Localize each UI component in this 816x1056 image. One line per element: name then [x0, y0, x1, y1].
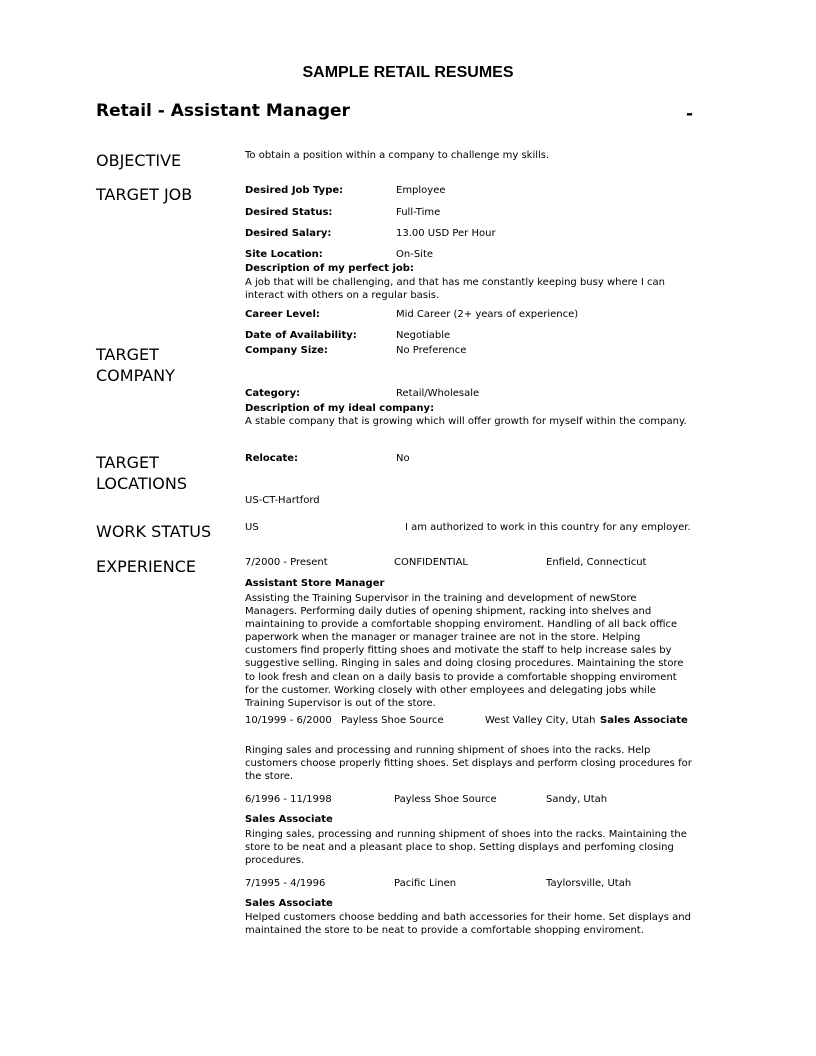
job-description: Helped customers choose bedding and bath accessories for their home. Set displays and maintained the store to be neat to provide a comfortable shopping enviroment.: [245, 912, 691, 937]
job-description: Assisting the Training Supervisor in the training and development of newStore Managers. Performing daily duties of opening shipment, racking into shelves and maintaining to provide a comfortable shopping enviroment. Handling of all back office paperwork when the manager or manager trainee are not in the store. Helping customers find properly fitting shoes and motivate the staff to help increase sales by suggestive selling. Ringing in sales and doing closing procedures. Maintaining the store to look fresh and clean on a daily basis to provide a comfortable shopping enviroment for the customer. Working closely with other employees and delegating jobs while Training Supervisor is out of the store.: [245, 593, 684, 709]
section-objective: OBJECTIVE: [96, 151, 182, 170]
location-value: US-CT-Hartford: [245, 495, 320, 506]
job-description: Ringing sales and processing and running shipment of shoes into the racks. Help customers choose properly fitting shoes. Set displays and perform closing procedures for the store.: [245, 745, 692, 783]
ideal-company-label: Description of my ideal company:: [245, 403, 435, 414]
job-company: Payless Shoe Source: [341, 715, 444, 726]
availability-label: Date of Availability:: [245, 330, 357, 341]
perfect-job-text: A job that will be challenging, and that has me constantly keeping busy where I can interact with others on a regular basis.: [245, 277, 665, 302]
ideal-company-text: A stable company that is growing which will offer growth for myself within the company.: [245, 416, 687, 427]
section-target-job: TARGET JOB: [96, 185, 193, 204]
job-dates: 7/1995 - 4/1996: [245, 878, 326, 889]
resume-subtitle: Retail - Assistant Manager: [96, 101, 350, 121]
career-level-label: Career Level:: [245, 309, 320, 320]
section-target-locations-line1: TARGET: [96, 453, 159, 472]
section-experience: EXPERIENCE: [96, 557, 197, 576]
desired-salary-label: Desired Salary:: [245, 228, 332, 239]
section-target-locations-line2: LOCATIONS: [96, 474, 188, 493]
perfect-job-label: Description of my perfect job:: [245, 263, 414, 274]
section-target-company-line2: COMPANY: [96, 366, 175, 385]
job-title: Sales Associate: [245, 814, 333, 825]
availability-value: Negotiable: [396, 330, 451, 341]
company-size-label: Company Size:: [245, 345, 328, 356]
site-location-value: On-Site: [396, 249, 434, 260]
corner-mark: -: [686, 104, 694, 124]
job-dates: 10/1999 - 6/2000: [245, 715, 332, 726]
job-company: Pacific Linen: [394, 878, 457, 889]
job-dates: 7/2000 - Present: [245, 557, 328, 568]
job-type-label: Desired Job Type:: [245, 185, 344, 196]
career-level-value: Mid Career (2+ years of experience): [396, 309, 579, 320]
work-status-country: US: [245, 522, 259, 533]
relocate-label: Relocate:: [245, 453, 299, 464]
job-location: West Valley City, Utah: [485, 715, 596, 726]
document-title: SAMPLE RETAIL RESUMES: [302, 64, 514, 81]
job-type-value: Employee: [396, 185, 446, 196]
work-status-text: I am authorized to work in this country for any employer.: [405, 522, 691, 533]
site-location-label: Site Location:: [245, 249, 323, 260]
job-location: Enfield, Connecticut: [546, 557, 647, 568]
job-title: Sales Associate: [245, 898, 333, 909]
job-description: Ringing sales, processing and running shipment of shoes into the racks. Maintaining the store to be neat and a pleasant place to shop. Setting displays and perfoming closing procedures.: [245, 829, 687, 867]
category-label: Category:: [245, 388, 301, 399]
job-title: Sales Associate: [600, 715, 688, 726]
section-work-status: WORK STATUS: [96, 522, 212, 541]
desired-salary-value: 13.00 USD Per Hour: [396, 228, 496, 239]
job-location: Sandy, Utah: [546, 794, 608, 805]
desired-status-value: Full-Time: [396, 207, 441, 218]
objective-text: To obtain a position within a company to challenge my skills.: [245, 150, 550, 161]
company-size-value: No Preference: [396, 345, 467, 356]
section-target-company-line1: TARGET: [96, 345, 159, 364]
desired-status-label: Desired Status:: [245, 207, 333, 218]
relocate-value: No: [396, 453, 410, 464]
job-company: CONFIDENTIAL: [394, 557, 469, 568]
job-title: Assistant Store Manager: [245, 578, 385, 589]
job-location: Taylorsville, Utah: [546, 878, 632, 889]
job-dates: 6/1996 - 11/1998: [245, 794, 332, 805]
category-value: Retail/Wholesale: [396, 388, 480, 399]
job-company: Payless Shoe Source: [394, 794, 497, 805]
